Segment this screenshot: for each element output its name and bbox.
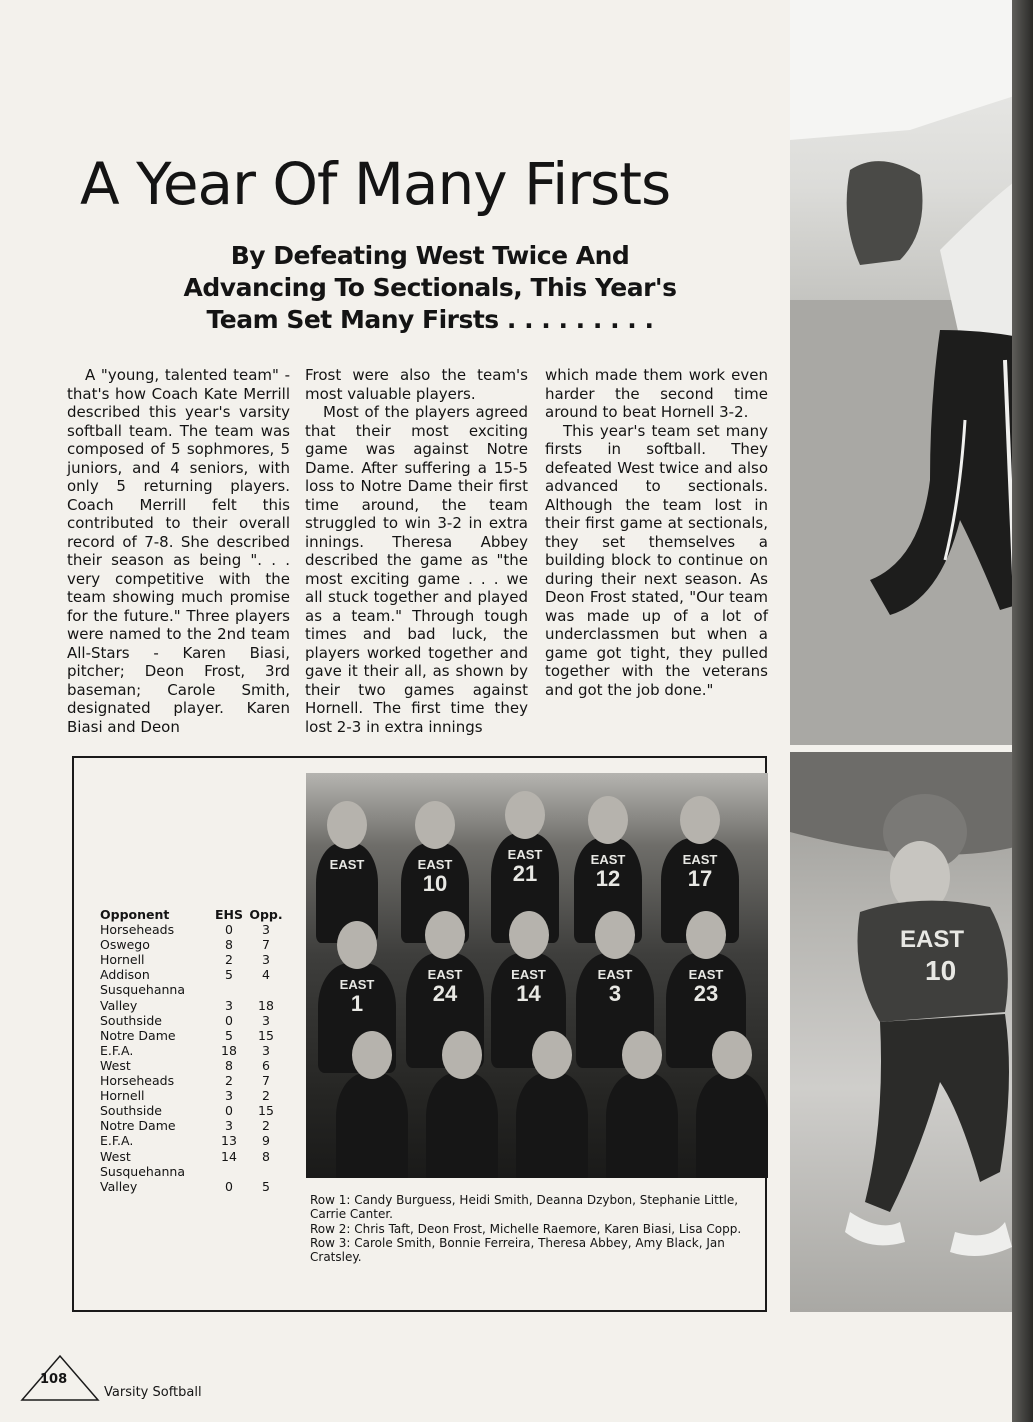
record-opponent: Hornell [100, 1088, 145, 1104]
body-column-3 [545, 366, 768, 699]
player-jersey [401, 857, 469, 895]
action-jersey-team: EAST [900, 926, 965, 953]
player-jersey [666, 967, 746, 1005]
article-title: A Year Of Many Firsts [80, 150, 671, 218]
record-row [100, 1043, 285, 1058]
record-opponent: West [100, 1057, 131, 1073]
team-photo-caption [310, 1193, 760, 1264]
record-opp-score: 3 [262, 1012, 270, 1028]
player-jersey [661, 852, 739, 890]
record-ehs-score: 8 [225, 1057, 233, 1073]
record-ehs-score: 0 [225, 1103, 233, 1119]
jersey-number: 1 [350, 991, 364, 1016]
record-ehs-score: 5 [225, 967, 233, 983]
jersey-number: 3 [608, 981, 622, 1006]
record-ehs-score: 13 [221, 1133, 237, 1149]
record-opp-score: 2 [262, 1088, 270, 1104]
player-head [680, 796, 720, 844]
player-jersey [406, 967, 484, 1005]
record-opponent: Valley [100, 997, 138, 1013]
baserunner-photo [790, 752, 1033, 1312]
record-opp-score: 15 [258, 1103, 274, 1119]
record-opp-score: 4 [262, 967, 270, 983]
jersey-number: 24 [432, 981, 458, 1006]
player-head [352, 1031, 392, 1079]
body-paragraph: A "young, talented team" - that's how Coach Kate Merrill described this year's varsity softball team. The team was composed of 5 sophmores, 5 juniors, and 4 seniors, with only 5 returning players. Coach Merrill felt this contributed to their overall record of 7-8. She described their season as being ". . . very competitive with the team showing much promise for the future." Three players were named to the 2nd team All-Stars - Karen Biasi, pitcher; Deon Frost, 3rd baseman; Carole Smith, designated player. Karen Biasi and Deon [67, 366, 290, 736]
record-opp-score: 2 [262, 1118, 270, 1134]
record-ehs-score: 5 [225, 1027, 233, 1043]
record-ehs-score: 14 [221, 1148, 237, 1164]
player-head [505, 791, 545, 839]
body-paragraph: Most of the players agreed that their most exciting game was against Notre Dame. After suffering a 15-5 loss to Notre Dame their first time around, the team struggled to win 3-2 in extra innings. Theresa Abbey described the game as "the most exciting game . . . we all stuck together and played as a team." Through tough times and bad luck, the players worked together and gave it their all, as shown by their two games against Hornell. The first time they lost 2-3 in extra innings [305, 403, 528, 736]
player-head [442, 1031, 482, 1079]
team-photo [306, 773, 768, 1178]
record-ehs-score: 0 [225, 922, 233, 938]
record-opponent: E.F.A. [100, 1133, 134, 1149]
subtitle-line: Advancing To Sectionals, This Year's [183, 273, 677, 302]
record-row [100, 998, 285, 1013]
record-row [100, 952, 285, 967]
team-player-seated [426, 1073, 498, 1178]
jersey-team: EAST [427, 967, 463, 982]
record-opponent: Horseheads [100, 922, 175, 938]
record-row [100, 1179, 285, 1194]
record-row [100, 1028, 285, 1043]
record-ehs-score: 2 [225, 952, 233, 968]
jersey-number: 23 [693, 981, 719, 1006]
body-column-2 [305, 366, 528, 736]
jersey-number: 17 [687, 866, 713, 891]
record-header-row [100, 907, 285, 922]
record-ehs-score: 0 [225, 1012, 233, 1028]
jersey-team: EAST [507, 847, 543, 862]
record-row [100, 1013, 285, 1028]
record-opponent: Notre Dame [100, 1027, 176, 1043]
subtitle-line: By Defeating West Twice And [230, 241, 630, 270]
record-opp-score: 8 [262, 1148, 270, 1164]
page-number: 108 [40, 1372, 68, 1387]
record-opp-score: 3 [262, 922, 270, 938]
record-row [100, 1058, 285, 1073]
jersey-team: EAST [590, 852, 626, 867]
record-opponent: Oswego [100, 937, 150, 953]
caption-row-2: Row 2: Chris Taft, Deon Frost, Michelle Raemore, Karen Biasi, Lisa Copp. [310, 1221, 742, 1236]
team-player-seated [696, 1073, 768, 1178]
record-row [100, 1088, 285, 1103]
record-ehs-score [211, 1164, 247, 1179]
player-jersey [574, 852, 642, 890]
team-player-seated [606, 1073, 678, 1178]
record-opponent: Horseheads [100, 1073, 175, 1089]
record-header-ehs: EHS [214, 907, 243, 922]
body-paragraph: This year's team set many firsts in softball. They defeated West twice and also advanced to sectionals. Although the team lost in their first game at sectionals, they set themselves a building block to continue on during their next season. As Deon Frost stated, "Our team was made up of a lot of underclassmen but when a game got tight, they pulled together with the veterans and got the job done." [545, 421, 768, 699]
jersey-number: 21 [512, 861, 538, 886]
record-row [100, 1133, 285, 1148]
record-ehs-score: 2 [225, 1073, 233, 1089]
jersey-team: EAST [511, 967, 546, 982]
player-jersey [491, 847, 559, 885]
caption-row-1: Row 1: Candy Burguess, Heidi Smith, Deanna Dzybon, Stephanie Little, Carrie Canter. [310, 1193, 739, 1222]
record-opp-score: 3 [262, 1042, 270, 1058]
batter-illustration [790, 0, 1033, 745]
jersey-number: 14 [516, 981, 541, 1006]
record-row [100, 1073, 285, 1088]
body-paragraph: Frost were also the team's most valuable players. [305, 366, 528, 403]
record-opp-score [247, 982, 285, 997]
player-head [327, 801, 367, 849]
record-row [100, 967, 285, 982]
player-head [595, 911, 635, 959]
jersey-team: EAST [682, 852, 718, 867]
record-ehs-score [211, 982, 247, 997]
record-opponent: Addison [100, 967, 150, 983]
record-ehs-score: 3 [225, 997, 233, 1013]
subtitle-line: Team Set Many Firsts . . . . . . . . . [206, 305, 654, 334]
record-rows [100, 922, 285, 1194]
jersey-team: EAST [417, 857, 453, 872]
binding-edge [1012, 0, 1033, 1422]
jersey-number: 12 [595, 866, 621, 891]
record-opp-score: 3 [262, 952, 270, 968]
record-opponent: Southside [100, 1103, 162, 1119]
jersey-team: EAST [688, 967, 724, 982]
record-header-opp: Opp. [249, 907, 283, 922]
section-label: Varsity Softball [104, 1385, 202, 1400]
player-jersey [316, 857, 378, 873]
record-opponent: West [100, 1148, 131, 1164]
jersey-number: 10 [422, 871, 448, 896]
team-player-seated [516, 1073, 588, 1178]
record-opp-score: 6 [262, 1057, 270, 1073]
player-head [686, 911, 726, 959]
record-row [100, 937, 285, 952]
player-head [425, 911, 465, 959]
batter-photo [790, 0, 1033, 745]
article-subtitle [150, 240, 710, 336]
record-opponent: Susquehanna [100, 982, 186, 998]
season-record-table [100, 907, 285, 1194]
player-jersey [318, 977, 396, 1015]
player-jersey [576, 967, 654, 1005]
record-row [100, 922, 285, 937]
record-opponent: Hornell [100, 952, 145, 968]
record-opp-score: 18 [258, 997, 274, 1013]
caption-row-3: Row 3: Carole Smith, Bonnie Ferreira, Theresa Abbey, Amy Black, Jan Cratsley. [310, 1235, 725, 1265]
jersey-team: EAST [597, 967, 633, 982]
action-jersey-number: 10 [925, 955, 957, 986]
player-head [532, 1031, 572, 1079]
record-row [100, 1118, 285, 1133]
record-opponent: E.F.A. [100, 1042, 134, 1058]
record-ehs-score: 0 [225, 1178, 233, 1194]
record-ehs-score: 8 [225, 937, 233, 953]
record-ehs-score: 3 [225, 1118, 233, 1134]
team-player-seated [336, 1073, 408, 1178]
record-opp-score: 7 [262, 937, 270, 953]
record-opp-score: 15 [258, 1027, 274, 1043]
record-opponent: Susquehanna [100, 1163, 186, 1179]
player-jersey [491, 967, 566, 1005]
record-opponent: Notre Dame [100, 1118, 176, 1134]
record-ehs-score: 3 [225, 1088, 233, 1104]
baserunner-illustration [790, 752, 1033, 1312]
jersey-team: EAST [329, 857, 365, 872]
player-head [588, 796, 628, 844]
player-head [509, 911, 549, 959]
player-head [337, 921, 377, 969]
record-opp-score: 9 [262, 1133, 270, 1149]
record-row [100, 982, 285, 997]
record-row [100, 1103, 285, 1118]
body-column-1 [67, 366, 290, 736]
record-ehs-score: 18 [221, 1042, 237, 1058]
record-header-opponent: Opponent [100, 907, 170, 922]
record-row [100, 1149, 285, 1164]
record-opp-score: 5 [262, 1178, 270, 1194]
record-row [100, 1164, 285, 1179]
record-opp-score: 7 [262, 1073, 270, 1089]
player-head [712, 1031, 752, 1079]
player-head [415, 801, 455, 849]
body-paragraph: which made them work even harder the second time around to beat Hornell 3-2. [545, 366, 768, 421]
player-head [622, 1031, 662, 1079]
record-opponent: Valley [100, 1178, 138, 1194]
record-opp-score [247, 1164, 285, 1179]
jersey-team: EAST [339, 977, 375, 992]
record-opponent: Southside [100, 1012, 162, 1028]
